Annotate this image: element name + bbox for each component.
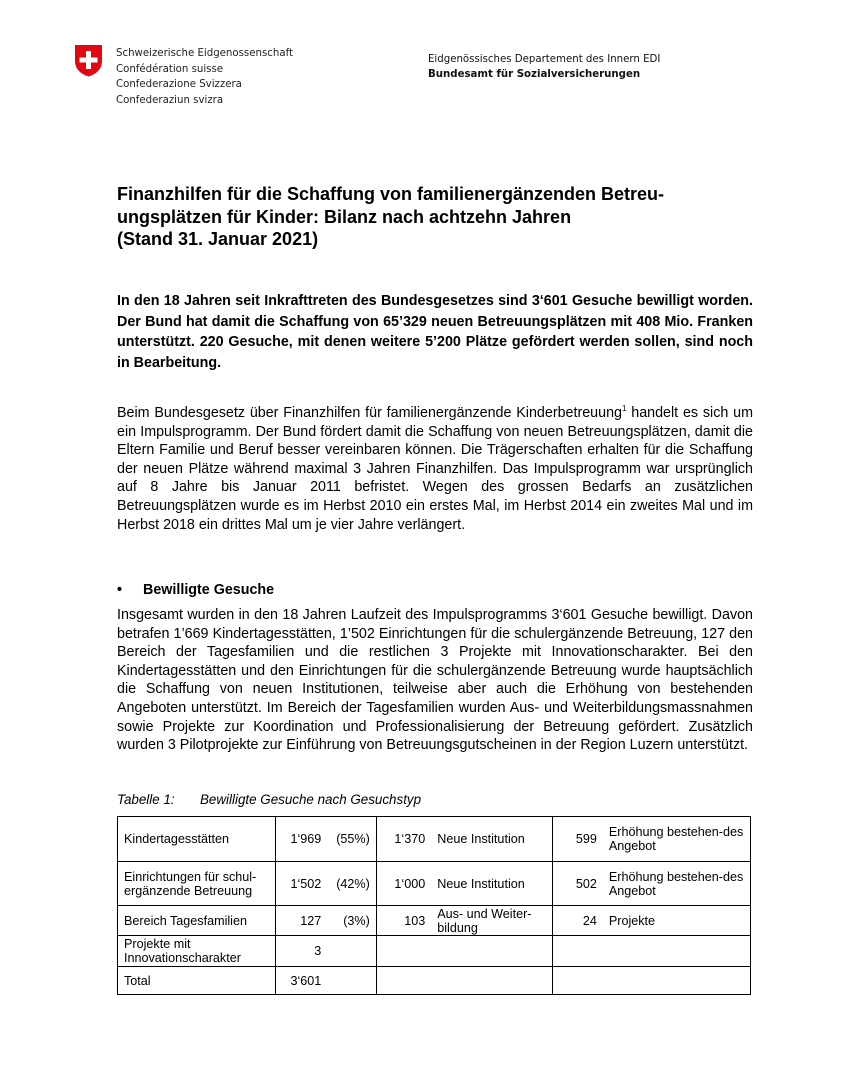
- table-cell: [553, 967, 603, 995]
- table-cell: Kindertagesstätten: [118, 817, 276, 862]
- table-cell: 3‘601: [275, 967, 327, 995]
- footnote-ref[interactable]: 1: [621, 404, 627, 414]
- intro-text-1: Beim Bundesgesetz über Finanzhilfen für familienergänzende Kinderbetreuung: [117, 405, 622, 421]
- table-cell: Bereich Tagesfamilien: [118, 906, 276, 936]
- table-cell: (3%): [327, 906, 376, 936]
- confederation-name-fr: Confédération suisse: [116, 63, 224, 75]
- table-cell: 103: [376, 906, 431, 936]
- table-cell: 1‘502: [275, 862, 327, 906]
- table-cell: (55%): [327, 817, 376, 862]
- table-cell: 599: [553, 817, 603, 862]
- swiss-coat-of-arms-icon: [74, 44, 103, 77]
- table-cell: [376, 967, 431, 995]
- confederation-names: [116, 46, 293, 108]
- table-row: [118, 906, 751, 936]
- document-header: [74, 44, 834, 114]
- section-heading-text: Bewilligte Gesuche: [143, 582, 275, 598]
- table-row: [118, 936, 751, 967]
- table-cell: 502: [553, 862, 603, 906]
- intro-text-2: handelt es sich um ein Impulsprogramm. Der Bund fördert damit die Schaffung von neuen Betreuungsplätzen, damit die Eltern Familie und Beruf besser vereinbaren können. Die Trägerschaften erhalten für die Schaffung der neuen Plätze während maximal 3 Jahren Finanzhilfen. Das Impulsprogramm war ursprünglich auf 8 Jahre bis Januar 2011 befristet. Wegen des grossen Bedarfs an zusätzlichen Betreuungsplätzen wurde es im Herbst 2010 ein erstes Mal, im Herbst 2014 ein zweites Mal und im Herbst 2018 ein drittes Mal um je vier Jahre verlängert.: [117, 405, 753, 533]
- table-row: [118, 967, 751, 995]
- table-cell: [327, 936, 376, 967]
- table-caption: [117, 791, 753, 809]
- department-name: Eidgenössisches Departement des Innern EDI: [428, 54, 661, 65]
- table-cell: Total: [118, 967, 276, 995]
- title-line-1: Finanzhilfen für die Schaffung von familienergänzenden Betreu-: [117, 184, 665, 204]
- table-caption-label: Tabelle 1:: [117, 792, 175, 807]
- bullet-marker: •: [117, 582, 123, 598]
- table-cell: Projekte mit Innovationscharakter: [118, 936, 276, 967]
- lead-text: In den 18 Jahren seit Inkrafttreten des Bundesgesetzes sind 3‘601 Gesuche bewilligt worden. Der Bund hat damit die Schaffung von 65’329 neuen Betreuungsplätzen mit 408 Mio. Franken unterstützt. 220 Gesuche, mit denen weitere 5’200 Plätze gefördert werden sollen, sind noch in Bearbeitung.: [117, 293, 753, 372]
- table-cell: 24: [553, 906, 603, 936]
- title-line-3: (Stand 31. Januar 2021): [117, 229, 319, 249]
- table-cell: Einrichtungen für schul-ergänzende Betreuung: [118, 862, 276, 906]
- intro-paragraph: [117, 404, 753, 534]
- table-cell: Aus- und Weiter-bildung: [431, 906, 553, 936]
- table-cell: [431, 967, 553, 995]
- lead-paragraph: [117, 291, 753, 374]
- section-paragraph: [117, 606, 753, 755]
- table-cell: 1‘370: [376, 817, 431, 862]
- table-cell: 3: [275, 936, 327, 967]
- title-line-2: ungsplätzen für Kinder: Bilanz nach achtzehn Jahren: [117, 206, 572, 227]
- table-cell: (42%): [327, 862, 376, 906]
- section-text: Insgesamt wurden in den 18 Jahren Laufzeit des Impulsprogramms 3‘601 Gesuche bewilligt. Davon betrafen 1’669 Kindertagesstätten, 1’502 Einrichtungen für die schulergänzende Betreuung, 127 den Bereich der Tagesfamilien und die restlichen 3 Projekte mit Innovationscharakter. Bei den Kindertagesstätten und den Einrichtungen für die schulergänzende Betreuung wurde hauptsächlich die Schaffung von neuen Institutionen, teilweise aber auch die Erhöhung von bestehenden Angeboten unterstützt. Im Bereich der Tagesfamilien wurden Aus- und Weiterbildungsmassnahmen sowie Projekte zur Koordination und Professionalisierung der Betreuung gefördert. Zusätzlich wurden 3 Pilotprojekte zur Einführung von Betreuungsgutscheinen in der Region Luzern unterstützt.: [117, 607, 753, 754]
- office-name: Bundesamt für Sozialversicherungen: [428, 69, 641, 80]
- table-cell: [603, 967, 751, 995]
- table-cell: 1‘000: [376, 862, 431, 906]
- table-cell: Neue Institution: [431, 817, 553, 862]
- table-cell: Erhöhung bestehen-des Angebot: [603, 862, 751, 906]
- page-title: [117, 183, 753, 251]
- table-cell: [431, 936, 553, 967]
- table-cell: [327, 967, 376, 995]
- table-row: [118, 862, 751, 906]
- table-row: [118, 817, 751, 862]
- section-heading: [117, 580, 753, 600]
- table-cell: [603, 936, 751, 967]
- requests-table: [117, 816, 751, 995]
- department-block: [428, 52, 660, 82]
- table-cell: [553, 936, 603, 967]
- table-cell: 1‘969: [275, 817, 327, 862]
- confederation-name-de: Schweizerische Eidgenossenschaft: [116, 48, 293, 59]
- table-cell: Erhöhung bestehen-des Angebot: [603, 817, 751, 862]
- confederation-name-it: Confederazione Svizzera: [116, 79, 242, 90]
- table-cell: [376, 936, 431, 967]
- table-cell: Projekte: [603, 906, 751, 936]
- table-cell: Neue Institution: [431, 862, 553, 906]
- confederation-name-rm: Confederaziun svizra: [116, 94, 224, 106]
- table-cell: 127: [275, 906, 327, 936]
- table-caption-title: Bewilligte Gesuche nach Gesuchstyp: [200, 792, 422, 807]
